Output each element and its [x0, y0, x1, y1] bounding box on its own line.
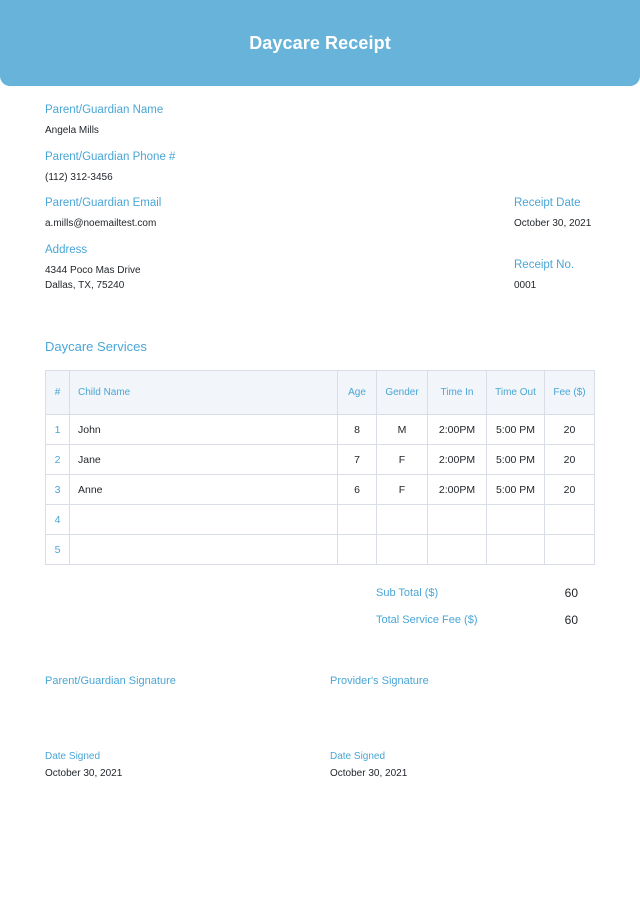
receipt-date-value: October 30, 2021: [514, 218, 592, 229]
col-header-number: #: [46, 371, 70, 415]
fee-cell: 20: [545, 415, 595, 445]
time-out-cell: 5:00 PM: [487, 475, 545, 505]
parent-email-value: a.mills@noemailtest.com: [45, 218, 157, 229]
table-row: [46, 535, 595, 565]
age-cell: 8: [338, 415, 377, 445]
address-value: [45, 263, 141, 293]
child-name-cell: [70, 535, 338, 565]
col-header-time-out: Time Out: [487, 371, 545, 415]
age-cell: 7: [338, 445, 377, 475]
time-in-cell: 2:00PM: [428, 475, 487, 505]
page-title: Daycare Receipt: [249, 32, 391, 53]
table-row: [46, 475, 595, 505]
gender-cell: [377, 505, 428, 535]
time-out-cell: 5:00 PM: [487, 415, 545, 445]
fee-cell: [545, 535, 595, 565]
child-name-cell: John: [70, 415, 338, 445]
address-line-1: 4344 Poco Mas Drive: [45, 265, 141, 276]
provider-date-signed-label: Date Signed: [330, 751, 386, 762]
col-header-age: Age: [338, 371, 377, 415]
parent-name-label: Parent/Guardian Name: [45, 104, 164, 116]
provider-signature-label: Provider's Signature: [330, 675, 429, 687]
gender-cell: F: [377, 475, 428, 505]
parent-phone-value: (112) 312-3456: [45, 172, 113, 183]
table-row: [46, 415, 595, 445]
fee-cell: 20: [545, 445, 595, 475]
table-header-row: [46, 371, 595, 415]
child-name-cell: [70, 505, 338, 535]
time-out-cell: [487, 535, 545, 565]
child-name-cell: Jane: [70, 445, 338, 475]
time-in-cell: [428, 535, 487, 565]
col-header-time-in: Time In: [428, 371, 487, 415]
total-fee-label: Total Service Fee ($): [376, 614, 478, 626]
row-number: 3: [46, 475, 70, 505]
address-line-2: Dallas, TX, 75240: [45, 280, 125, 291]
time-out-cell: [487, 505, 545, 535]
parent-signature-label: Parent/Guardian Signature: [45, 675, 176, 687]
address-label: Address: [45, 244, 88, 256]
services-table: [45, 370, 595, 565]
receipt-header: [0, 0, 640, 86]
parent-date-signed-label: Date Signed: [45, 751, 101, 762]
row-number: 4: [46, 505, 70, 535]
parent-phone-label: Parent/Guardian Phone #: [45, 151, 176, 163]
fee-cell: [545, 505, 595, 535]
age-cell: [338, 505, 377, 535]
time-in-cell: 2:00PM: [428, 415, 487, 445]
row-number: 5: [46, 535, 70, 565]
subtotal-label: Sub Total ($): [376, 587, 439, 599]
child-name-cell: Anne: [70, 475, 338, 505]
receipt-date-label: Receipt Date: [514, 197, 581, 209]
subtotal-value: 60: [564, 586, 578, 600]
gender-cell: [377, 535, 428, 565]
time-out-cell: 5:00 PM: [487, 445, 545, 475]
table-row: [46, 445, 595, 475]
parent-email-label: Parent/Guardian Email: [45, 197, 162, 209]
services-title: Daycare Services: [45, 339, 147, 354]
parent-date-signed-value: October 30, 2021: [45, 768, 123, 779]
parent-name-value: Angela Mills: [45, 125, 99, 136]
fee-cell: 20: [545, 475, 595, 505]
time-in-cell: 2:00PM: [428, 445, 487, 475]
time-in-cell: [428, 505, 487, 535]
age-cell: 6: [338, 475, 377, 505]
gender-cell: F: [377, 445, 428, 475]
row-number: 1: [46, 415, 70, 445]
row-number: 2: [46, 445, 70, 475]
col-header-gender: Gender: [377, 371, 428, 415]
receipt-number-label: Receipt No.: [514, 259, 575, 271]
receipt-number-value: 0001: [514, 280, 537, 291]
col-header-child-name: Child Name: [70, 371, 338, 415]
provider-date-signed-value: October 30, 2021: [330, 768, 408, 779]
total-fee-value: 60: [564, 613, 578, 627]
table-row: [46, 505, 595, 535]
col-header-fee: Fee ($): [545, 371, 595, 415]
age-cell: [338, 535, 377, 565]
gender-cell: M: [377, 415, 428, 445]
